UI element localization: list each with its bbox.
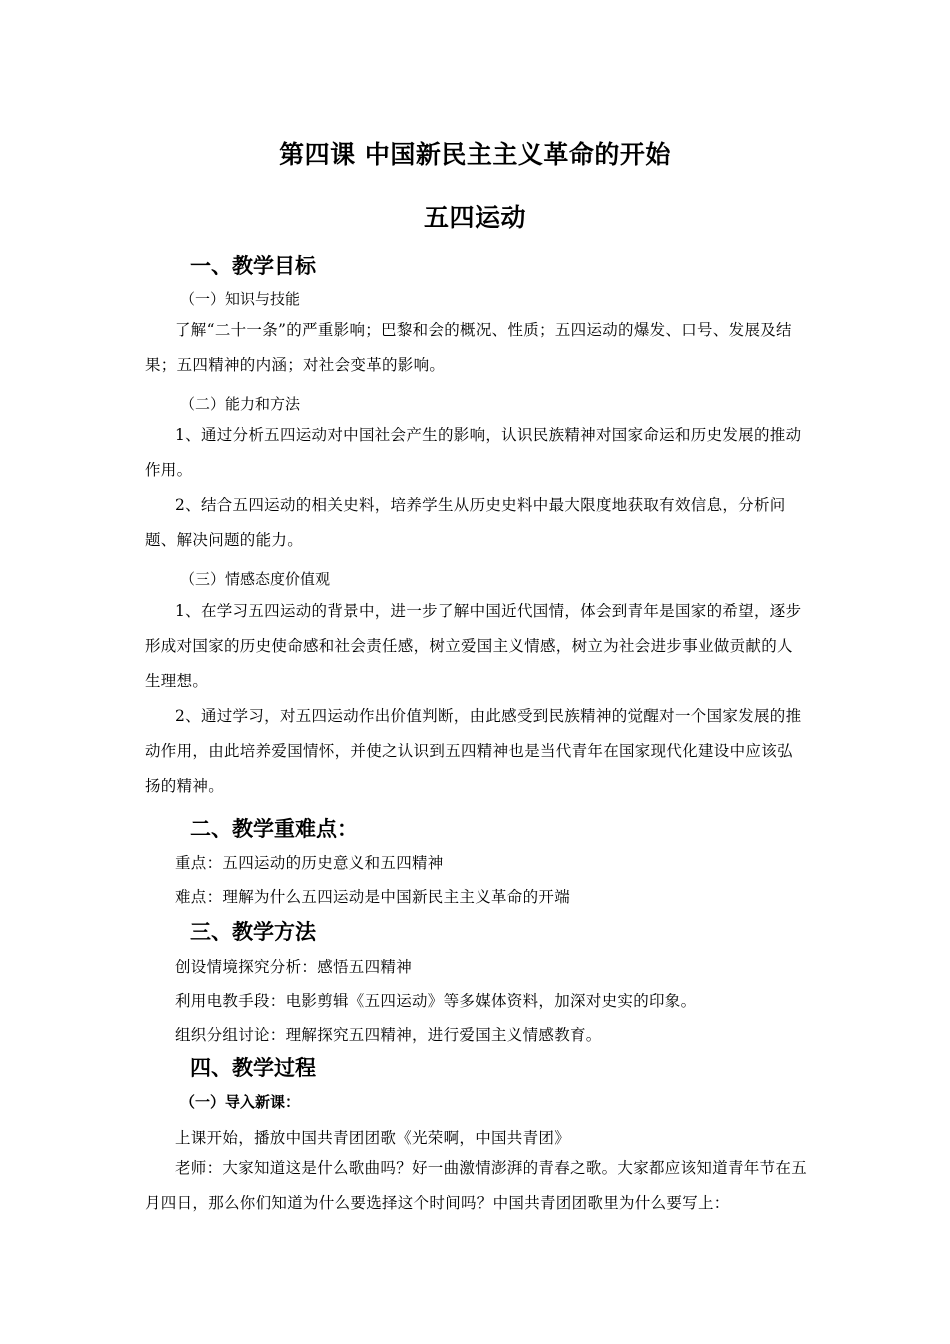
method-line-2: 利用电教手段：电影剪辑《五四运动》等多媒体资料，加深对史实的印象。 bbox=[175, 992, 697, 1010]
paragraph-knowledge: 了解“二十一条”的严重影响；巴黎和会的概况、性质；五四运动的爆发、口号、发展及结果；五四精神的内涵；对社会变革的影响。 bbox=[145, 321, 792, 374]
subheading-attitude: （三）情感态度价值观 bbox=[180, 570, 331, 588]
subheading-intro: （一）导入新课： bbox=[180, 1093, 301, 1111]
section-heading-process: 四、教学过程 bbox=[190, 1056, 316, 1080]
keypoint-line: 重点：五四运动的历史意义和五四精神 bbox=[175, 854, 444, 872]
method-line-1: 创设情境探究分析：感悟五四精神 bbox=[175, 958, 413, 976]
paragraph-teacher: 老师：大家知道这是什么歌曲吗？好一曲激情澎湃的青春之歌。大家都应该知道青年节在五月四日，那么你们知道为什么要选择这个时间吗？中国共青团团歌里为什么要写上： bbox=[145, 1159, 808, 1212]
paragraph-ability-1: 1、通过分析五四运动对中国社会产生的影响，认识民族精神对国家命运和历史发展的推动作用。 bbox=[145, 426, 802, 479]
paragraph-ability-2: 2、结合五四运动的相关史料，培养学生从历史史料中最大限度地获取有效信息，分析问题、解决问题的能力。 bbox=[145, 496, 786, 549]
section-heading-keypoints: 二、教学重难点： bbox=[190, 817, 358, 841]
page-title: 第四课 中国新民主主义革命的开始 bbox=[279, 140, 671, 169]
page-subtitle: 五四运动 bbox=[423, 203, 526, 232]
difficulty-line: 难点：理解为什么五四运动是中国新民主主义革命的开端 bbox=[175, 888, 571, 906]
section-heading-objectives: 一、教学目标 bbox=[190, 254, 316, 278]
subheading-knowledge: （一）知识与技能 bbox=[180, 290, 301, 308]
section-heading-methods: 三、教学方法 bbox=[190, 920, 316, 944]
process-line-1: 上课开始，播放中国共青团团歌《光荣啊，中国共青团》 bbox=[175, 1129, 571, 1147]
method-line-3: 组织分组讨论：理解探究五四精神，进行爱国主义情感教育。 bbox=[175, 1026, 602, 1044]
paragraph-attitude-2: 2、通过学习，对五四运动作出价值判断，由此感受到民族精神的觉醒对一个国家发展的推动作用，由此培养爱国情怀，并使之认识到五四精神也是当代青年在国家现代化建设中应该弘扬的精神。 bbox=[145, 707, 802, 795]
paragraph-attitude-1: 1、在学习五四运动的背景中，进一步了解中国近代国情，体会到青年是国家的希望，逐步形成对国家的历史使命感和社会责任感，树立爱国主义情感，树立为社会进步事业做贡献的人生理想。 bbox=[145, 602, 802, 690]
subheading-ability: （二）能力和方法 bbox=[180, 395, 301, 413]
